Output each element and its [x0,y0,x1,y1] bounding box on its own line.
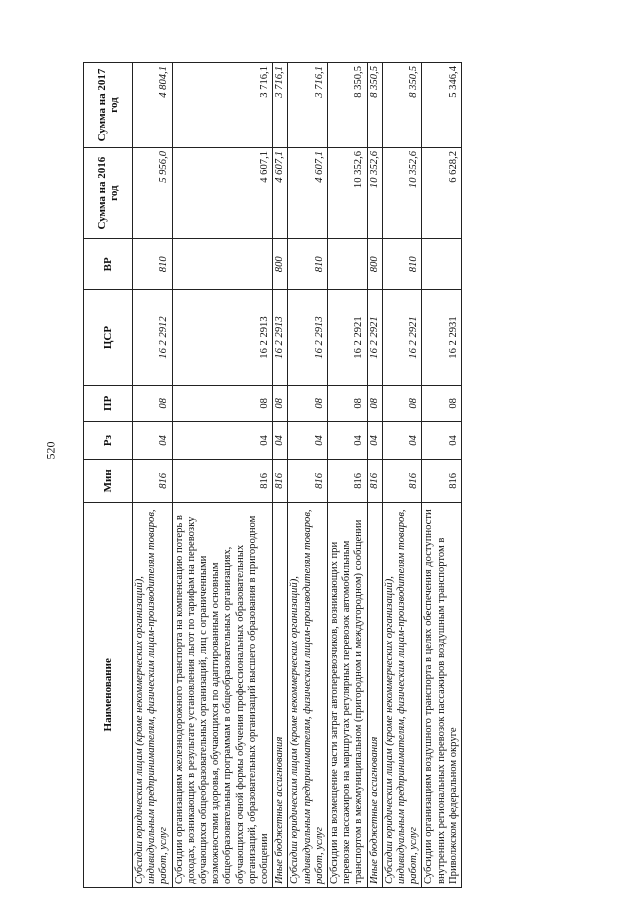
table-row [328,63,368,888]
cell-min: 816 [288,460,328,502]
cell-min: 816 [273,460,288,502]
cell-csr: 16 2 2921 [367,290,382,386]
cell-sum2017: 8 350,5 [367,63,382,148]
table-row [172,63,273,888]
header-pr: ПР [84,385,133,421]
cell-rz: 04 [367,421,382,459]
cell-min: 816 [367,460,382,502]
cell-rz: 04 [328,421,368,459]
cell-rz: 04 [172,421,273,459]
cell-name: Субсидии юридическим лицам (кроме некоммерческих организаций), индивидуальным предпринимателям, физическим лицам-производителям товаров, работ, услуг [133,502,173,887]
cell-name: Иные бюджетные ассигнования [367,502,382,887]
budget-table-page [83,62,561,888]
cell-sum2016: 4 607,1 [288,147,328,238]
cell-sum2016: 4 607,1 [172,147,273,238]
cell-name: Субсидии юридическим лицам (кроме некоммерческих организаций), индивидуальным предпринимателям, физическим лицам-производителям товаров, работ, услуг [382,502,422,887]
table-header-row [84,63,133,888]
cell-csr: 16 2 2912 [133,290,173,386]
cell-pr: 08 [328,385,368,421]
cell-name: Субсидии организациям железнодорожного транспорта на компенсацию потерь в доходах, возникающих в результате установления льгот по тарифам на перевозку обучающихся общеобразовательных организаций, лиц с ограниченными возможностями здоровья, обучающихся по адаптированным основным общеобразовательным программам в общеобразовательных организациях, обучающихся очной формы обучения профессиональных образовательных организаций, образовательных организаций высшего образования в пригородном сообщении [172,502,273,887]
cell-vr: 810 [133,239,173,290]
table-row [382,63,422,888]
table-row [422,63,462,888]
cell-min: 816 [422,460,462,502]
cell-rz: 04 [288,421,328,459]
header-name: Наименование [84,502,133,887]
cell-sum2017: 3 716,1 [273,63,288,148]
cell-vr: 800 [273,239,288,290]
cell-rz: 04 [133,421,173,459]
cell-name: Субсидии юридическим лицам (кроме некоммерческих организаций), индивидуальным предпринимателям, физическим лицам-производителям товаров, работ, услуг [288,502,328,887]
cell-vr: 810 [288,239,328,290]
cell-csr: 16 2 2931 [422,290,462,386]
budget-table [83,62,462,888]
cell-name: Субсидии организациям воздушного транспорта в целях обеспечения доступности внутренних региональных перевозок пассажиров воздушным транспортом в Приволжском федеральном округе [422,502,462,887]
cell-sum2016: 10 352,6 [367,147,382,238]
cell-csr: 16 2 2913 [172,290,273,386]
cell-sum2016: 10 352,6 [382,147,422,238]
header-min: Мин [84,460,133,502]
cell-pr: 08 [172,385,273,421]
page-number: 520 [43,441,58,460]
table-row [273,63,288,888]
header-sum-2017: Сумма на 2017 год [84,63,133,148]
cell-sum2016: 10 352,6 [328,147,368,238]
cell-sum2016: 5 956,0 [133,147,173,238]
cell-name: Субсидии на возмещение части затрат автоперевозчиков, возникающих при перевозке пассажиров на маршрутах регулярных перевозок автомобильным транспортом в межмуниципальном (пригородном и междугородном) сообщении [328,502,368,887]
cell-csr: 16 2 2913 [273,290,288,386]
cell-csr: 16 2 2921 [328,290,368,386]
cell-rz: 04 [422,421,462,459]
table-row [133,63,173,888]
cell-rz: 04 [382,421,422,459]
cell-pr: 08 [273,385,288,421]
cell-vr [422,239,462,290]
cell-csr: 16 2 2921 [382,290,422,386]
header-csr: ЦСР [84,290,133,386]
cell-sum2017: 8 350,5 [328,63,368,148]
header-vr: ВР [84,239,133,290]
cell-min: 816 [133,460,173,502]
cell-sum2017: 3 716,1 [172,63,273,148]
table-row [288,63,328,888]
cell-sum2017: 4 804,1 [133,63,173,148]
table-row [367,63,382,888]
cell-vr [328,239,368,290]
cell-name: Иные бюджетные ассигнования [273,502,288,887]
cell-min: 816 [172,460,273,502]
cell-sum2017: 5 346,4 [422,63,462,148]
cell-sum2017: 8 350,5 [382,63,422,148]
header-rz: Рз [84,421,133,459]
cell-vr: 810 [382,239,422,290]
cell-pr: 08 [382,385,422,421]
cell-min: 816 [328,460,368,502]
cell-sum2016: 4 607,1 [273,147,288,238]
cell-pr: 08 [288,385,328,421]
header-sum-2016: Сумма на 2016 год [84,147,133,238]
cell-pr: 08 [133,385,173,421]
cell-pr: 08 [422,385,462,421]
cell-rz: 04 [273,421,288,459]
cell-vr: 800 [367,239,382,290]
cell-vr [172,239,273,290]
cell-csr: 16 2 2913 [288,290,328,386]
cell-pr: 08 [367,385,382,421]
cell-sum2017: 3 716,1 [288,63,328,148]
cell-min: 816 [382,460,422,502]
cell-sum2016: 6 628,2 [422,147,462,238]
